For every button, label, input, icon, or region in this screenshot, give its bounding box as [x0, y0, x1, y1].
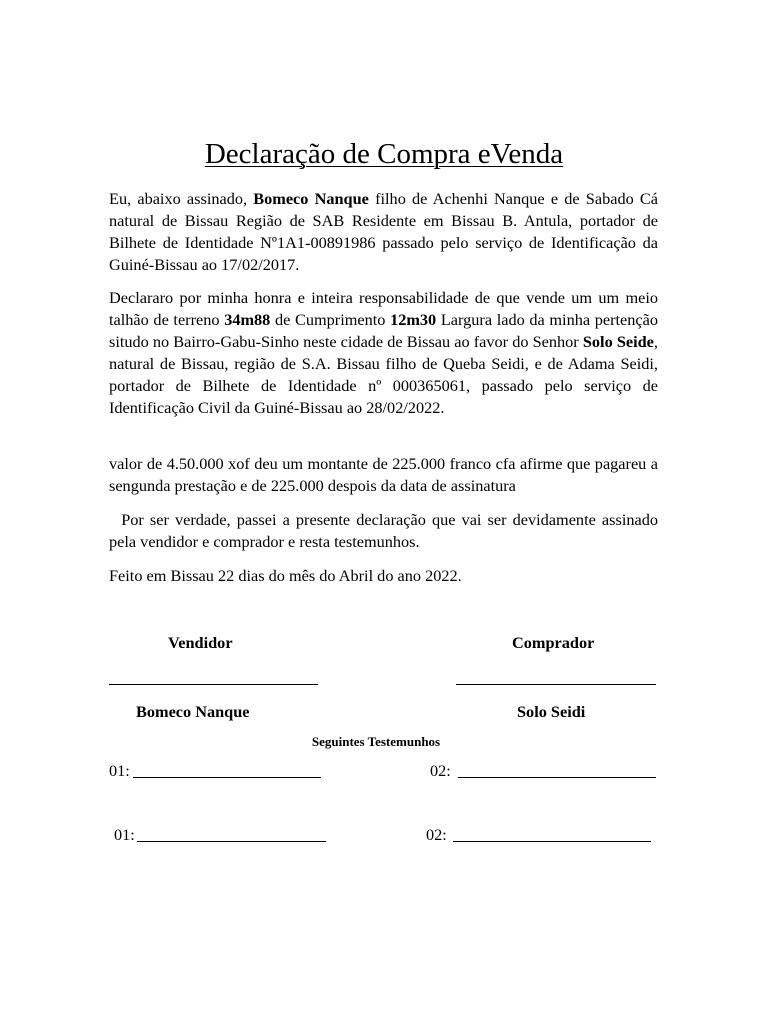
witness-2-signature-line	[458, 777, 656, 778]
seller-signature-line	[109, 684, 318, 685]
buyer-signature-name: Solo Seidi	[517, 702, 586, 721]
declarant-paragraph	[109, 188, 658, 276]
seller-signature-name: Bomeco Nanque	[136, 702, 250, 721]
seller-label: Vendidor	[168, 633, 233, 652]
sale-declaration-paragraph	[109, 287, 658, 419]
sale-text-c: Largura lado da minha pertenção situdo no Bairro-Gabu-Sinho neste cidade de Bissau ao favor do Senhor	[109, 310, 658, 351]
land-width-bold: 12m30	[390, 310, 437, 329]
payment-paragraph: valor de 4.50.000 xof deu um montante de 225.000 franco cfa afirme que pagareu a sengunda prestação e de 225.000 despois da data de assinatura	[109, 454, 658, 495]
witness-1-signature-line	[133, 777, 321, 778]
sale-text-b: de Cumprimento	[270, 310, 391, 329]
witness-3-signature-line	[137, 841, 326, 842]
witnesses-title: Seguintes Testemunhos	[311, 734, 441, 749]
truth-statement-paragraph	[109, 509, 663, 553]
buyer-signature-line	[456, 684, 656, 685]
date-place-paragraph: Feito em Bissau 22 dias do mês do Abril do ano 2022.	[109, 566, 462, 585]
buyer-label: Comprador	[512, 633, 595, 652]
witness-3-label: 01:	[114, 825, 135, 844]
seller-name-bold: Bomeco Nanque	[253, 189, 369, 208]
witness-4-signature-line	[453, 841, 651, 842]
buyer-name-bold: Solo Seide	[582, 332, 654, 351]
document-title: Declaração de Compra eVenda	[204, 138, 564, 170]
sale-text-a: Declararo por minha honra e inteira responsabilidade de que vende um um meio talhão de terreno	[109, 288, 658, 329]
witness-4-label: 02:	[426, 825, 451, 844]
declarant-intro-text: Eu, abaixo assinado,	[109, 189, 254, 208]
truth-statement-text: Por ser verdade, passei a presente declaração que vai ser devidamente assinado pela vendidor e comprador e resta testemunhos.	[109, 510, 663, 551]
declarant-details-text: filho de Achenhi Nanque e de Sabado Cá natural de Bissau Região de SAB Residente em Bissau B. Antula, portador de Bilhete de Identidade Nº1A1-00891986 passado pelo serviço de Identificação da Guiné-Bissau ao 17/02/2017.	[109, 189, 659, 274]
witness-2-label: 02:	[430, 761, 455, 780]
land-length-bold: 34m88	[224, 310, 271, 329]
sale-text-d: , natural de Bissau, região de S.A. Bissau filho de Queba Seidi, e de Adama Seidi, portador de Bilhete de Identidade nº 000365061, passado pelo serviço de Identificação Civil da Guiné-Bissau ao 28/02/2022.	[109, 332, 658, 417]
witness-1-label: 01:	[109, 761, 130, 780]
